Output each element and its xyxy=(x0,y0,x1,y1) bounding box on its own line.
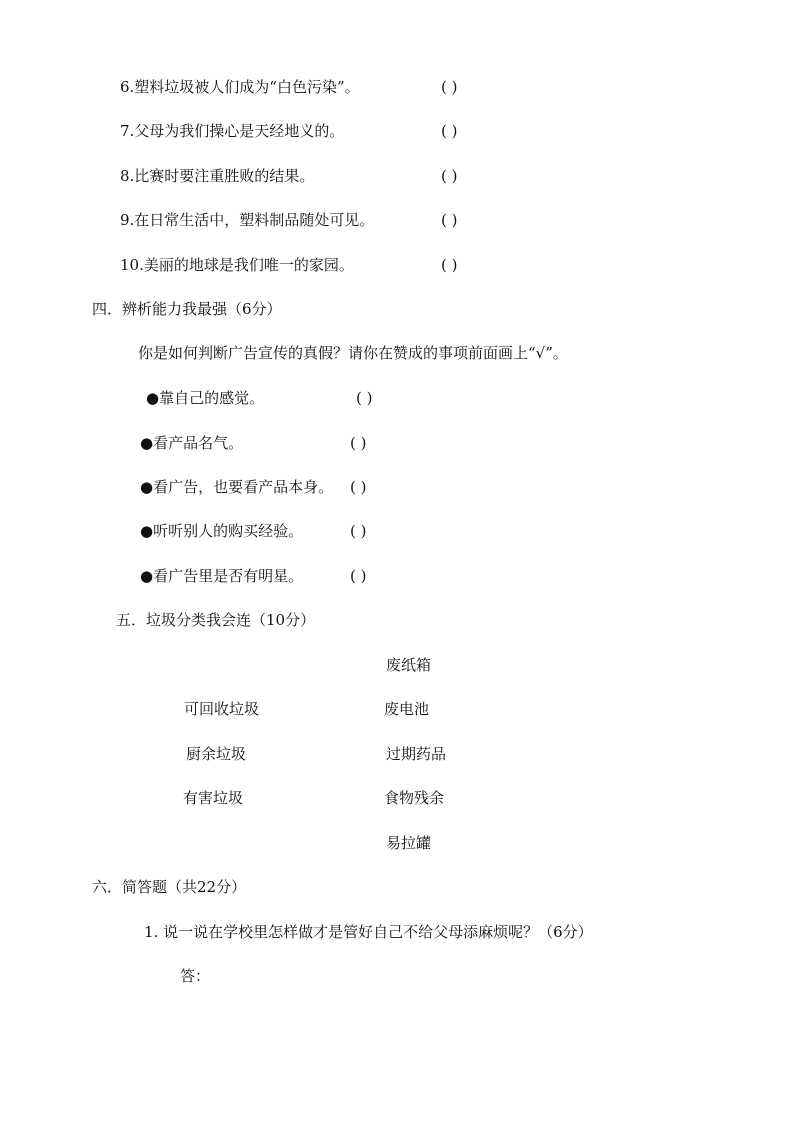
waste-item-cardboard[interactable]: 废纸箱 xyxy=(386,656,432,674)
judgement-item-8: 8.比赛时要注重胜败的结果。 xyxy=(120,167,315,185)
answer-label: 答： xyxy=(180,967,211,985)
option-fame-blank[interactable]: ( ) xyxy=(350,434,367,452)
section-6-heading: 六．简答题（共22分） xyxy=(92,878,247,896)
section-4-heading: 四．辨析能力我最强（6分） xyxy=(92,300,282,318)
option-experience: ●听听别人的购买经验。 xyxy=(140,522,304,540)
answer-blank-6[interactable]: ( ) xyxy=(441,78,458,96)
answer-blank-9[interactable]: ( ) xyxy=(441,211,458,229)
answer-blank-7[interactable]: ( ) xyxy=(441,122,458,140)
option-feeling-blank[interactable]: ( ) xyxy=(356,389,373,407)
section-5-heading: 五．垃圾分类我会连（10分） xyxy=(116,611,316,629)
judgement-item-10: 10.美丽的地球是我们唯一的家园。 xyxy=(120,256,354,274)
waste-item-expired-medicine[interactable]: 过期药品 xyxy=(386,745,447,763)
waste-item-food-scraps[interactable]: 食物残余 xyxy=(384,789,445,807)
option-fame: ●看产品名气。 xyxy=(140,434,244,452)
section-4-question: 你是如何判断广告宣传的真假？请你在赞成的事项前面画上“√”。 xyxy=(138,344,568,362)
option-product-blank[interactable]: ( ) xyxy=(350,478,367,496)
option-product: ●看广告，也要看产品本身。 xyxy=(140,478,334,496)
option-experience-blank[interactable]: ( ) xyxy=(350,522,367,540)
judgement-item-6: 6.塑料垃圾被人们成为“白色污染”。 xyxy=(120,78,360,96)
option-celebrity-blank[interactable]: ( ) xyxy=(350,567,367,585)
category-recyclable[interactable]: 可回收垃圾 xyxy=(184,700,260,718)
waste-item-battery[interactable]: 废电池 xyxy=(384,700,430,718)
option-feeling: ●靠自己的感觉。 xyxy=(146,389,265,407)
answer-blank-8[interactable]: ( ) xyxy=(441,167,458,185)
category-kitchen[interactable]: 厨余垃圾 xyxy=(186,745,247,763)
waste-item-can[interactable]: 易拉罐 xyxy=(386,834,432,852)
option-celebrity: ●看广告里是否有明星。 xyxy=(140,567,304,585)
category-hazardous[interactable]: 有害垃圾 xyxy=(183,789,244,807)
answer-blank-10[interactable]: ( ) xyxy=(441,256,458,274)
short-answer-question-1: 1. 说一说在学校里怎样做才是管好自己不给父母添麻烦呢？（6分） xyxy=(144,923,593,941)
judgement-item-9: 9.在日常生活中，塑料制品随处可见。 xyxy=(120,211,375,229)
judgement-item-7: 7.父母为我们操心是天经地义的。 xyxy=(120,122,345,140)
